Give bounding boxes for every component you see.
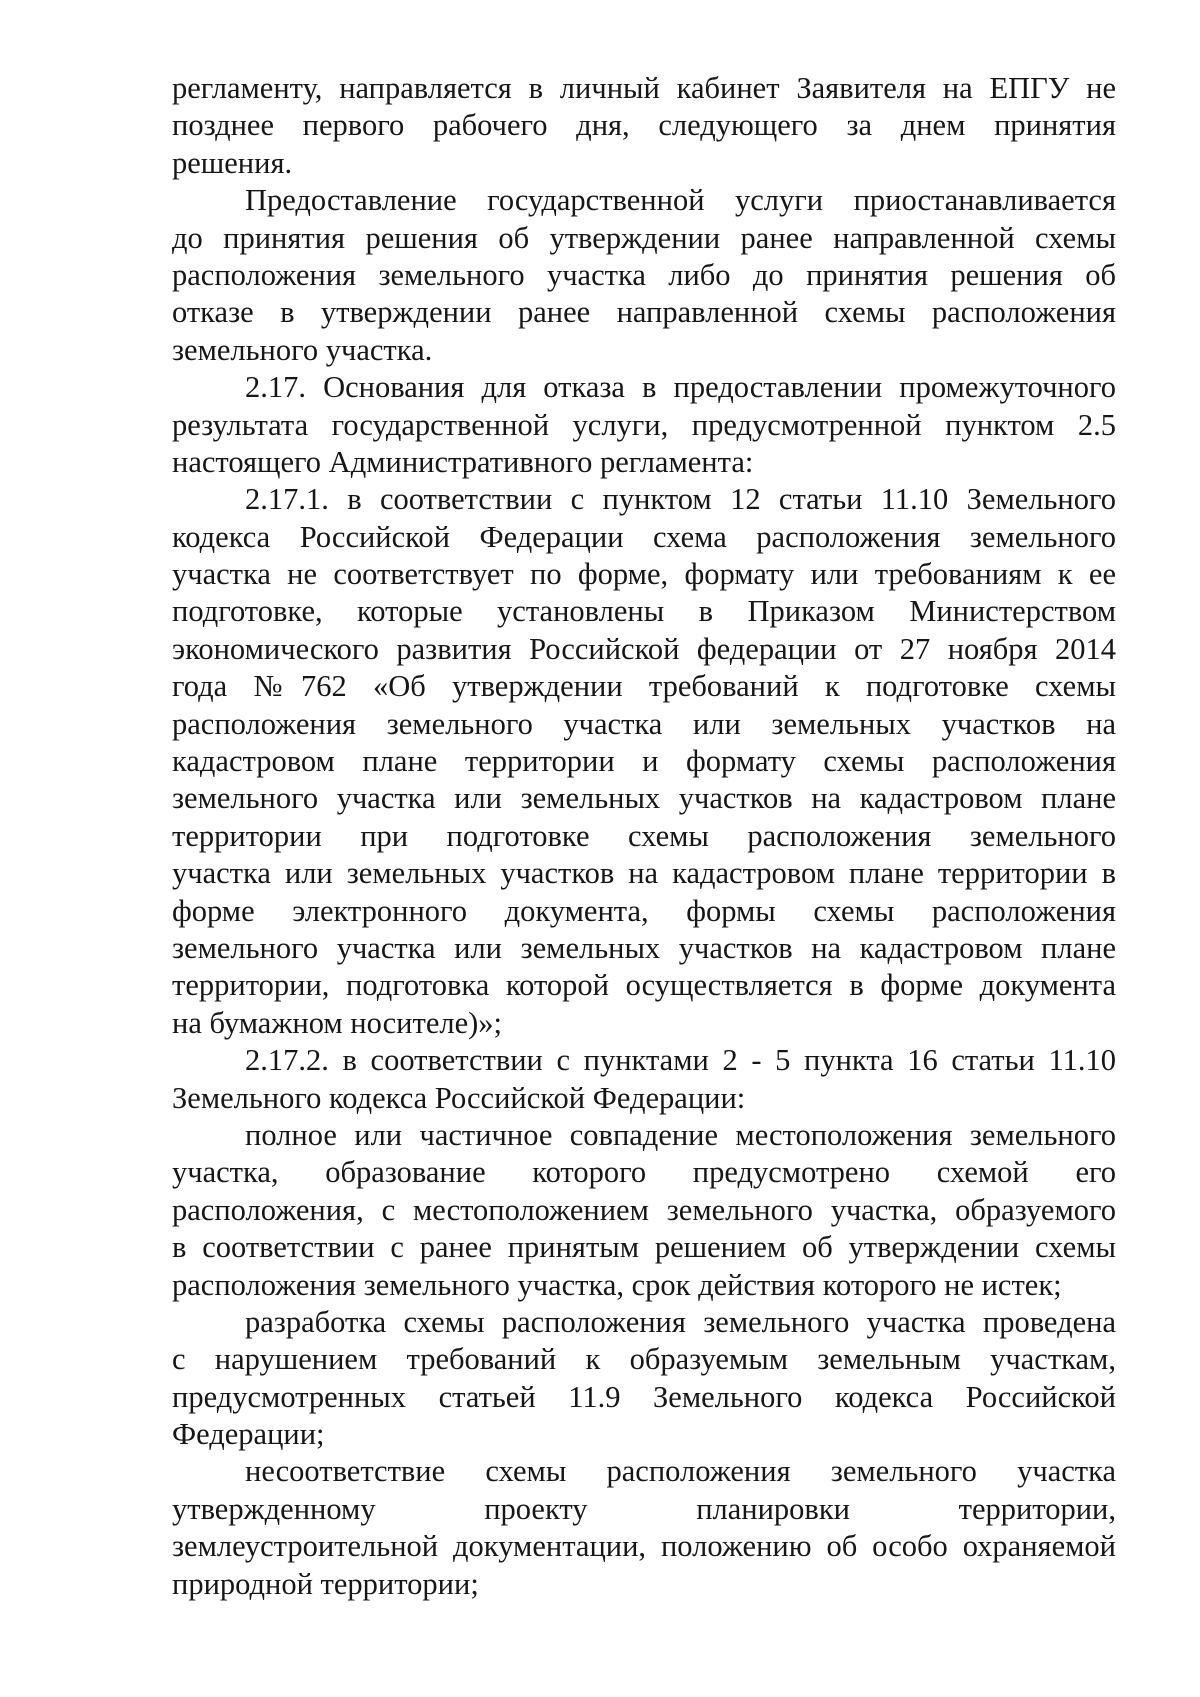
text-line: расположения земельного участка или земельных участков на bbox=[172, 706, 1116, 741]
text-line: земельного участка или земельных участков на кадастровом плане bbox=[172, 781, 1116, 816]
text-line: 2.17.1. в соответствии с пунктом 12 статьи 11.10 Земельного bbox=[245, 482, 1116, 517]
text-line: землеустроительной документации, положению об особо охраняемой bbox=[172, 1529, 1116, 1564]
text-line: подготовке, которые установлены в Приказом Министерством bbox=[172, 594, 1116, 629]
text-line: Федерации; bbox=[172, 1417, 325, 1452]
text-line: участка, образование которого предусмотрено схемой его bbox=[172, 1155, 1116, 1190]
paragraph-2-17-2 bbox=[172, 1042, 1116, 1117]
paragraph-suspension bbox=[172, 182, 1116, 369]
text-line: территории при подготовке схемы расположения земельного bbox=[172, 818, 1116, 853]
paragraph-continuation bbox=[172, 70, 1116, 182]
text-line: кодекса Российской Федерации схема расположения земельного bbox=[172, 519, 1116, 554]
text-line: позднее первого рабочего дня, следующего за днем принятия bbox=[172, 108, 1116, 143]
text-line: решения. bbox=[172, 145, 293, 180]
text-line: года №762 «Об утверждении требований к подготовке схемы bbox=[172, 669, 1116, 704]
text-line: до принятия решения об утверждении ранее направленной схемы bbox=[172, 220, 1116, 255]
text-line: Предоставление государственной услуги приостанавливается bbox=[245, 183, 1116, 218]
paragraph-coincidence bbox=[172, 1117, 1116, 1304]
text-line: участка не соответствует по форме, формату или требованиям к ее bbox=[172, 557, 1116, 592]
document-body bbox=[172, 70, 1116, 1603]
text-line: экономического развития Российской федерации от 27 ноября 2014 bbox=[172, 631, 1116, 666]
text-line: на бумажном носителе)»; bbox=[172, 1005, 503, 1040]
text-line: утвержденному проекту планировки территории, bbox=[172, 1491, 1116, 1526]
text-line: несоответствие схемы расположения земельного участка bbox=[245, 1454, 1116, 1489]
text-line: территории, подготовка которой осуществляется в форме документа bbox=[172, 968, 1116, 1003]
text-line: с нарушением требований к образуемым земельным участкам, bbox=[172, 1342, 1116, 1377]
text-line: земельного участка или земельных участков на кадастровом плане bbox=[172, 930, 1116, 965]
text-line: 2.17. Основания для отказа в предоставлении промежуточного bbox=[245, 370, 1116, 405]
text-line: Земельного кодекса Российской Федерации: bbox=[172, 1080, 746, 1115]
text-line: 2.17.2. в соответствии с пунктами 2 - 5 пункта 16 статьи 11.10 bbox=[245, 1043, 1116, 1078]
text-line: расположения земельного участка либо до принятия решения об bbox=[172, 257, 1116, 292]
text-line: результата государственной услуги, предусмотренной пунктом 2.5 bbox=[172, 407, 1116, 442]
text-line: расположения земельного участка, срок действия которого не истек; bbox=[172, 1267, 1062, 1302]
text-line: природной территории; bbox=[172, 1566, 479, 1601]
paragraph-2-17 bbox=[172, 369, 1116, 481]
text-line: разработка схемы расположения земельного участка проведена bbox=[245, 1304, 1116, 1339]
paragraph-2-17-1 bbox=[172, 481, 1116, 1042]
paragraph-violation bbox=[172, 1304, 1116, 1454]
text-line: настоящего Административного регламента: bbox=[172, 444, 754, 479]
text-line: участка или земельных участков на кадастровом плане территории в bbox=[172, 856, 1116, 891]
text-line: форме электронного документа, формы схемы расположения bbox=[172, 893, 1116, 928]
text-line: предусмотренных статьей 11.9 Земельного кодекса Российской bbox=[172, 1379, 1116, 1414]
text-line: в соответствии с ранее принятым решением об утверждении схемы bbox=[172, 1230, 1116, 1265]
paragraph-nonconformity bbox=[172, 1453, 1116, 1603]
text-line: расположения, с местоположением земельного участка, образуемого bbox=[172, 1192, 1116, 1227]
text-line: земельного участка. bbox=[172, 332, 433, 367]
text-line: регламенту, направляется в личный кабинет Заявителя на ЕПГУ не bbox=[172, 71, 1116, 105]
text-line: отказе в утверждении ранее направленной схемы расположения bbox=[172, 295, 1116, 330]
text-line: кадастровом плане территории и формату схемы расположения bbox=[172, 744, 1116, 779]
text-line: полное или частичное совпадение местоположения земельного bbox=[245, 1117, 1116, 1152]
